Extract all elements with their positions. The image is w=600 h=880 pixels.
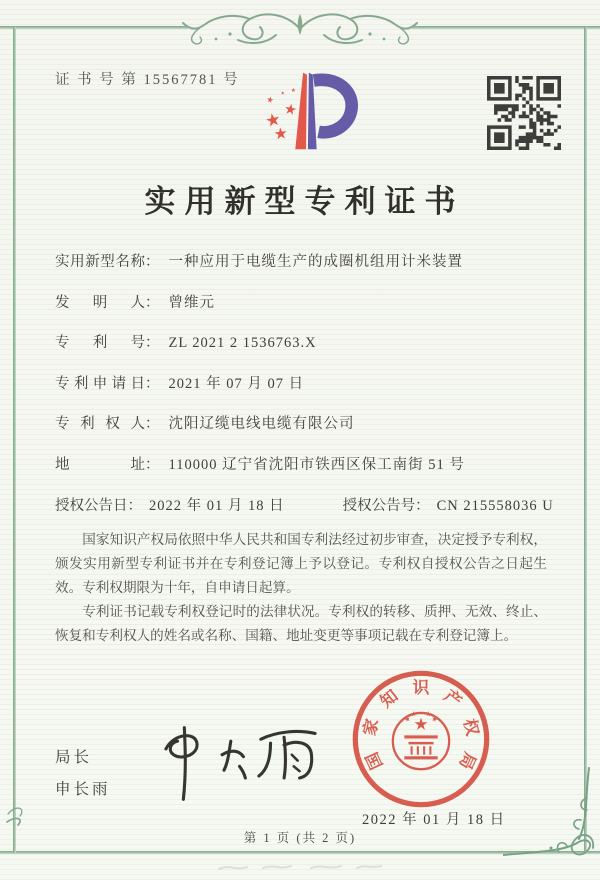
grant-row xyxy=(55,494,554,515)
qr-code xyxy=(487,76,561,150)
grant-date-label: 授权公告日 xyxy=(55,498,128,514)
cnipa-logo-icon xyxy=(242,60,368,162)
field-label: 专利号 xyxy=(55,335,145,351)
official-seal-icon xyxy=(348,666,494,812)
national-emblem-icon xyxy=(393,711,449,769)
legal-paragraph-1: 国家知识产权局依照中华人民共和国专利法经过初步审查，决定授予专利权，颁发实用新型专利证书并在专利登记簿上予以登记。专利权自授权公告之日起生效。专利权期限为十年，自申请日起算。 xyxy=(55,532,547,595)
director-signature-icon xyxy=(138,716,343,808)
legal-text xyxy=(55,528,547,648)
seal-char: 局 xyxy=(455,749,480,773)
field-filing-date xyxy=(55,372,550,396)
colon: ： xyxy=(145,254,160,270)
grant-number-label: 授权公告号 xyxy=(342,498,416,514)
field-patent-number xyxy=(55,331,550,355)
field-label: 发明人 xyxy=(55,294,145,311)
border-right-line xyxy=(584,27,587,853)
border-left-line xyxy=(13,27,16,853)
seal-char: 国 xyxy=(362,749,387,773)
field-value: 一种应用于电缆生产的成圈机组用计米装置 xyxy=(168,254,463,270)
director-name: 申长雨 xyxy=(55,781,111,798)
field-inventor xyxy=(55,291,550,315)
page-bleed-marks xyxy=(215,860,385,874)
director-title: 局长 xyxy=(55,749,93,766)
field-label: 专利权人 xyxy=(55,416,145,432)
field-utility-model-name xyxy=(55,250,550,274)
colon: ： xyxy=(145,335,160,351)
seal-char: 知 xyxy=(376,686,402,712)
colon: ： xyxy=(145,375,160,392)
field-label: 实用新型名称 xyxy=(55,254,145,270)
colon: ： xyxy=(145,294,160,311)
grant-date xyxy=(55,494,285,515)
border-top-right-segment xyxy=(412,26,600,29)
seal-char: 识 xyxy=(412,678,430,698)
seal-char: 权 xyxy=(459,716,483,738)
field-value: ZL 2021 2 1536763.X xyxy=(168,335,317,351)
seal-char: 产 xyxy=(440,686,466,712)
border-top-left-segment xyxy=(0,26,188,29)
top-flourish-ornament-icon xyxy=(178,4,422,50)
seal-char: 家 xyxy=(359,716,383,738)
grant-number xyxy=(343,494,554,515)
field-value: 沈阳辽缆电线电缆有限公司 xyxy=(168,416,355,432)
grant-date-value: 2022 年 01 月 18 日 xyxy=(149,498,285,514)
field-value: 曾维元 xyxy=(168,294,215,311)
grant-number-value: CN 215558036 U xyxy=(436,498,554,514)
colon: ： xyxy=(415,498,430,514)
colon: ： xyxy=(145,456,160,473)
certificate-number: 证 书 号 第 15567781 号 xyxy=(55,72,240,88)
colon: ： xyxy=(145,416,160,432)
legal-paragraph-2: 专利证书记载专利权登记时的法律状况。专利权的转移、质押、无效、终止、恢复和专利权人的姓名或名称、国籍、地址变更等事项记载在专利登记簿上。 xyxy=(55,604,547,643)
field-patentee xyxy=(55,412,550,436)
signer-block xyxy=(55,742,111,806)
bottom-left-flourish-icon xyxy=(4,794,30,828)
seal-date: 2022 年 01 月 18 日 xyxy=(362,812,506,828)
field-address xyxy=(55,453,550,477)
field-value: 110000 辽宁省沈阳市铁西区保工南街 51 号 xyxy=(168,456,465,473)
certificate-fields xyxy=(55,250,550,493)
page-number: 第 1 页 (共 2 页) xyxy=(243,831,357,845)
colon: ： xyxy=(127,498,142,514)
field-label: 地址 xyxy=(55,456,145,473)
certificate-title: 实用新型专利证书 xyxy=(144,184,465,219)
field-label: 专利申请日 xyxy=(55,375,145,392)
field-value: 2021 年 07 月 07 日 xyxy=(168,375,305,392)
